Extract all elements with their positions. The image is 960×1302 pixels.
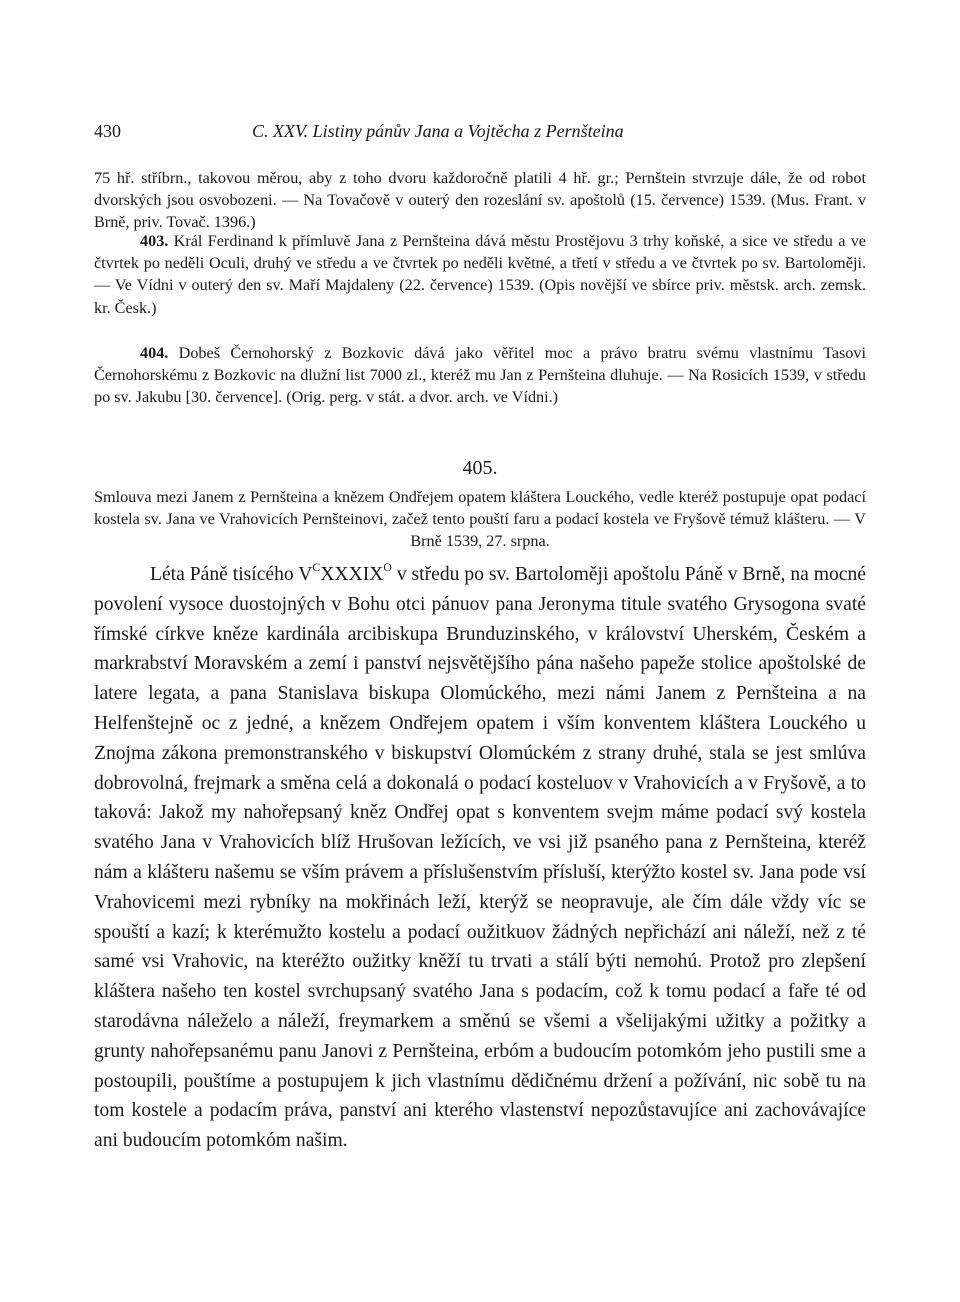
page-header — [94, 121, 866, 145]
entry-404 — [94, 342, 866, 409]
document-regest — [94, 486, 866, 553]
regest-text: Smlouva mezi Janem z Pernšteina a knězem Ondřejem opatem kláštera Louckého, vedle kteréž postupuje opat podací kostela sv. Jana ve Vrahovicích Pernšteinovi, začež tento pouští faru a podací kostela ve Fryšově témuž klášteru. — V Brně 1539, 27. srpna. — [94, 488, 866, 551]
document-number: 405. — [462, 457, 498, 479]
document-body: Léta Páně tisícého $V^CXXXIX^O$ v středu po sv. Bartoloměji apoštolu Páně v Brně, na mocné povolení vysoce duostojných v Bohu otci pánuov pana Jeronyma titule svatého Grysogona svaté římské církve kněze kardinála arcibiskupa Brunduzinského, v království Uherském, Českém a markrabství Moravském a zemí i panství nejsvětějšího pána našeho papeže stolice apoštolské de latere legata, a pana Stanislava biskupa Olomúckého, mezi námi Janem z Pernšteina a na Helfenštejně oc z jedné, a knězem Ondřejem opatem i vším konventem kláštera Louckého u Znojma zákona premonstranského v biskupství Olomúckém z strany druhé, stala se jest smlúva dobrovolná, frejmark a směna celá a dokonalá o podací kosteluov v Vrahovicích a v Fryšově, a to taková: Jakož my nahořepsaný kněz Ondřej opat s konventem svejm máme podací svý kostela svatého Jana v Vrahovicích blíž Hrušovan ležících, ve vsi již psaného pana z Pernšteina, kteréž nám a klášteru našemu se vším právem a příslušenstvím přísluší, kterýžto kostel sv. Jana pode vsí Vrahovicemi mezi rybníky na mokřinách leží, kterýž se neopravuje, ale čím dále vždy víc se spouští a kazí; k kterémužto kostelu a podací oužitkuov žádných nepřichází ani náleží, než z té samé vsi Vrahovic, na kteréžto oužitky kněží tu trvati a stálí býti nemohú. Protož pro zlepšení kláštera našeho ten kostel svrchupsaný svatého Jana s podacím, což k tomu podací a faře té od starodávna náleželo a náleží, freymarkem a směnú se všemi a všelijakými užitky a požitky a grunty nahořepsanému panu Janovi z Pernšteina, erbóm a budoucím potomkóm jeho pustili sme a postoupili, pouštíme a postupujem k jich vlastnímu dědičnému držení a požívání, nic sobě tu na tom kostele a podacím práva, panství ani kterého vlastenství nepozůstavujíce ani zachovávajíce ani budoucím potomkóm našim. — [94, 561, 866, 1152]
running-title: C. XXV. Listiny pánův Jana a Vojtěcha z Pernšteina — [252, 121, 624, 141]
previous-entry-text: 75 hř. stříbrn., takovou měrou, aby z toho dvoru každoročně platili 4 hř. gr.; Pernštein stvrzuje dále, že od robot dvorských jsou osvobozeni. — Na Tovačově v outerý den rozeslání sv. apoštolů (15. července) 1539. (Mus. Frant. v Brně, priv. Tovač. 1396.) — [94, 169, 866, 232]
previous-entry-continuation — [94, 167, 866, 234]
entry-text: Král Ferdinand k přímluvě Jana z Pernšteina dává městu Prostějovu 3 trhy koňské, a sice ve středu a ve čtvrtek po neděli Oculi, druhý ve středu a ve čtvrtek po neděli květné, a třetí v středu a ve čtvrtek po sv. Bartoloměji. — Ve Vídni v outerý den sv. Maří Majdaleny (22. července) 1539. (Opis novější ve sbírce priv. městsk. arch. zemsk. kr. Česk.) — [94, 232, 866, 317]
entry-number: 403. — [140, 232, 169, 250]
entry-text: Dobeš Černohorský z Bozkovic dává jako věřitel moc a právo bratru svému vlastnímu Tasovi Černohorskému z Bozkovic na dlužní list 7000 zl., kteréž mu Jan z Pernšteina dluhuje. — Na Rosicích 1539, v středu po sv. Jakubu [30. července]. (Orig. perg. v stát. a dvor. arch. ve Vídni.) — [94, 344, 866, 407]
entry-403 — [94, 230, 866, 319]
entry-number: 404. — [140, 344, 169, 362]
page-number: 430 — [94, 121, 121, 141]
